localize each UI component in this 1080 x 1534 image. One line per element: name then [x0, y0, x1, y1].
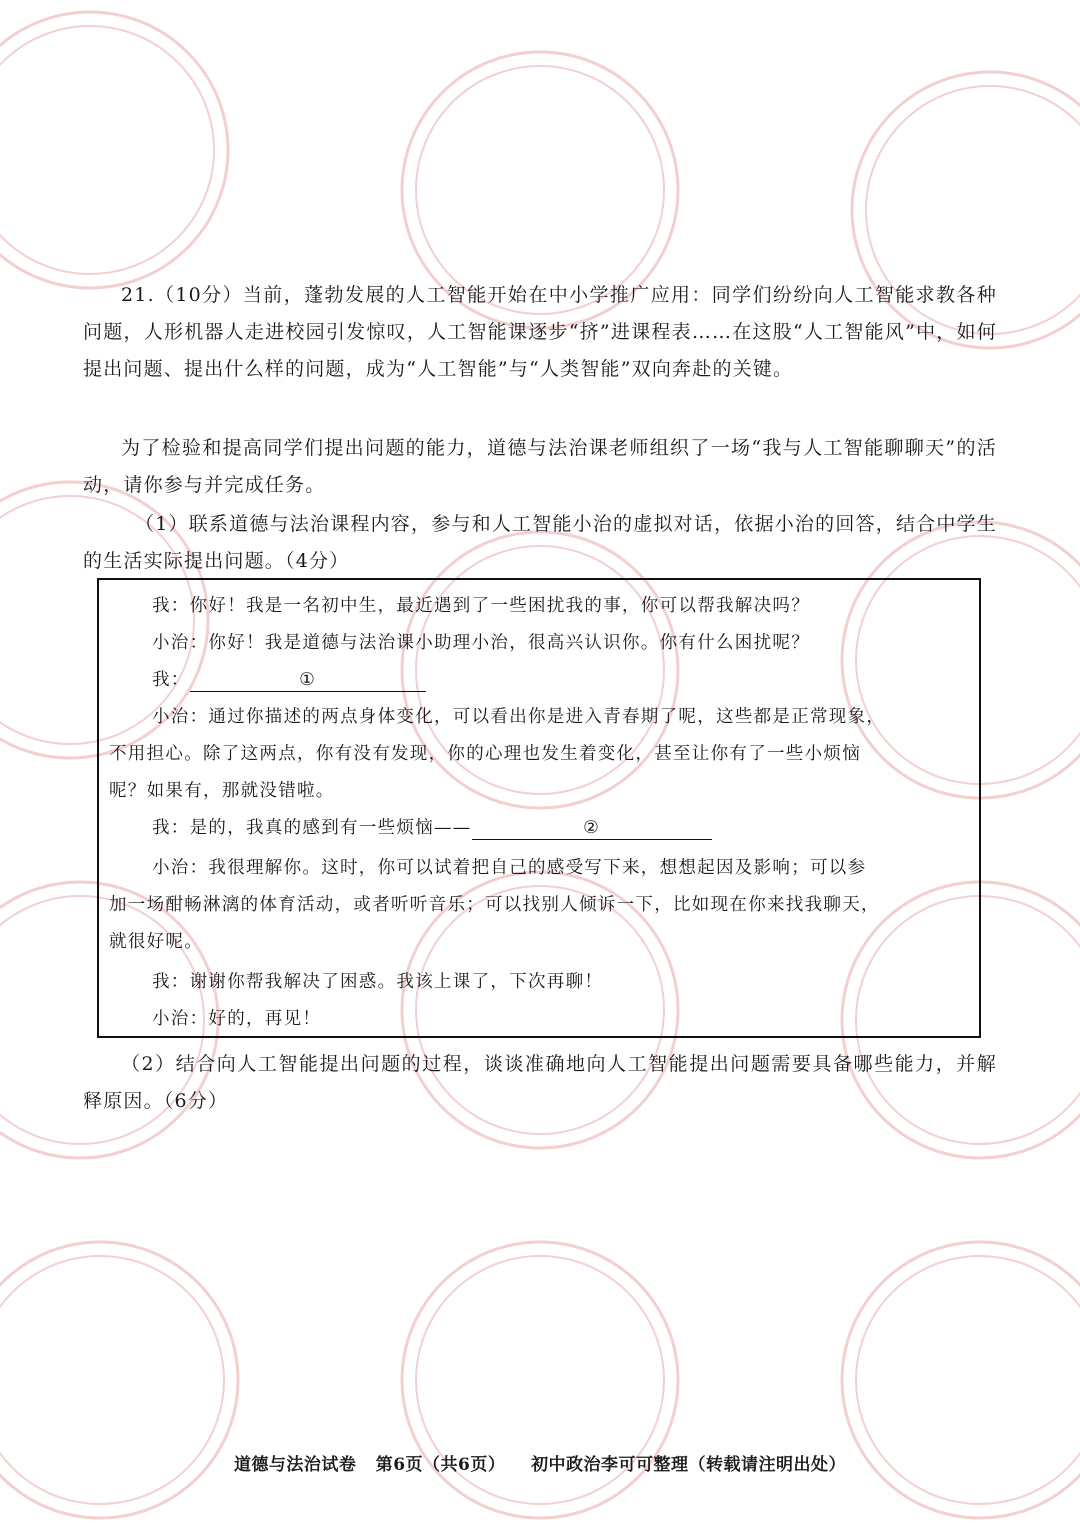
- footer-credit: 初中政治李可可整理（转载请注明出处）: [531, 1455, 847, 1475]
- dialog-line: 我：谢谢你帮我解决了困惑。我该上课了，下次再聊！: [152, 972, 604, 992]
- dialog-line: [152, 662, 1012, 699]
- dialog-line: [152, 810, 1012, 847]
- question-context: 为了检验和提高同学们提出问题的能力，道德与法治课老师组织了一场“我与人工智能聊聊天”的活动，请你参与并完成任务。: [83, 437, 997, 496]
- question-intro: 21.（10分）当前，蓬勃发展的人工智能开始在中小学推广应用：同学们纷纷向人工智能求教各种问题，人形机器人走进校园引发惊叹，人工智能课逐步“挤”进课程表……在这股“人工智能风”中，如何提出问题、提出什么样的问题，成为“人工智能”与“人类智能”双向奔赴的关键。: [83, 284, 997, 380]
- answer-blank-1[interactable]: ①: [190, 669, 426, 692]
- dialog-line: 加一场酣畅淋漓的体育活动，或者听听音乐；可以找别人倾诉一下，比如现在你来找我聊天，: [109, 895, 880, 915]
- dialog-line: 小治：通过你描述的两点身体变化，可以看出你是进入青春期了呢，这些都是正常现象，: [152, 707, 886, 727]
- dialog-line: 呢？如果有，那就没错啦。: [109, 781, 335, 801]
- watermark-stamp: [390, 1230, 690, 1530]
- watermark-stamp: [0, 0, 240, 300]
- question-part-2: （2）结合向人工智能提出问题的过程，谈谈准确地向人工智能提出问题需要具备哪些能力，并解释原因。（6分）: [83, 1053, 997, 1112]
- dialog-line: 小治：我很理解你。这时，你可以试着把自己的感受写下来，想想起因及影响；可以参: [152, 858, 867, 878]
- dialog-line: 小治：你好！我是道德与法治课小助理小治，很高兴认识你。你有什么困扰呢？: [152, 633, 810, 653]
- page-footer: [0, 1450, 1080, 1475]
- dialog-box: [97, 578, 981, 1038]
- dialog-speaker: 我：是的，我真的感到有一些烦恼——: [152, 818, 472, 838]
- question-part-1: （1）联系道德与法治课程内容，参与和人工智能小治的虚拟对话，依据小治的回答，结合中学生的生活实际提出问题。（4分）: [83, 513, 997, 572]
- dialog-line: 就很好呢。: [109, 932, 203, 952]
- footer-exam-title: 道德与法治试卷: [233, 1455, 357, 1475]
- answer-blank-2[interactable]: ②: [472, 817, 712, 840]
- watermark-stamp: [0, 1230, 250, 1530]
- footer-page-number: 第6页（共6页）: [375, 1455, 506, 1475]
- watermark-stamp: [830, 1230, 1080, 1530]
- dialog-line: 不用担心。除了这两点，你有没有发现，你的心理也发生着变化，甚至让你有了一些小烦恼: [109, 744, 861, 764]
- dialog-line: 我：你好！我是一名初中生，最近遇到了一些困扰我的事，你可以帮我解决吗？: [152, 596, 810, 616]
- dialog-speaker: 我：: [152, 670, 190, 690]
- dialog-line: 小治：好的，再见！: [152, 1009, 322, 1029]
